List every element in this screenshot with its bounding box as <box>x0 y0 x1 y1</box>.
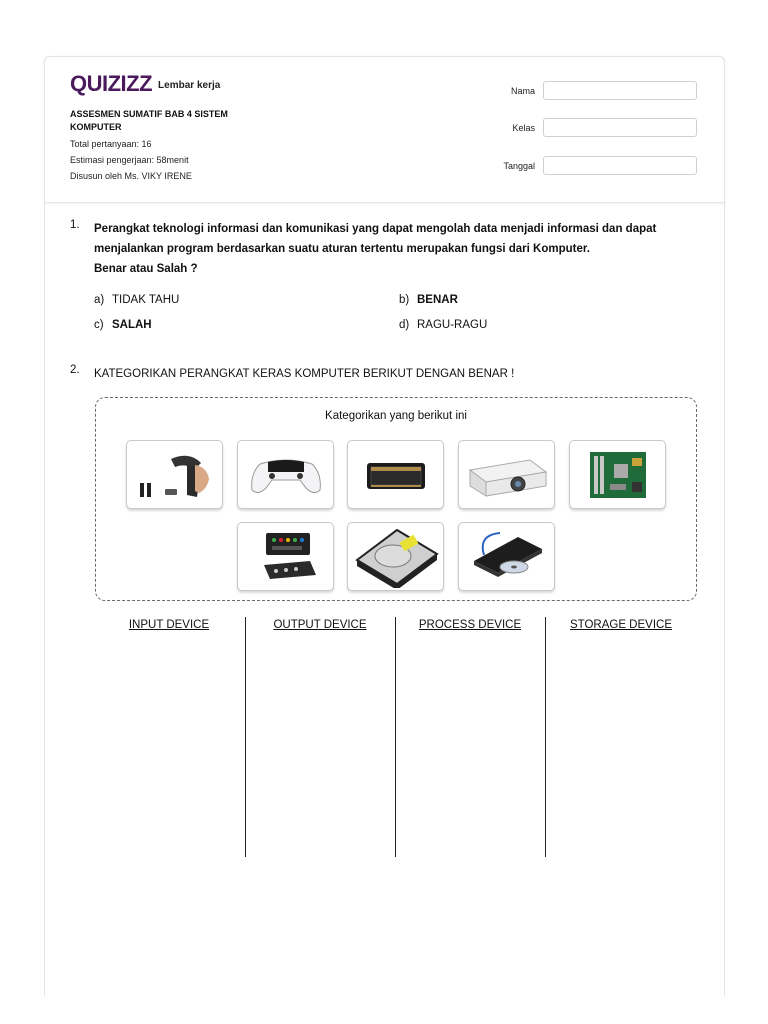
option-letter: b) <box>399 294 410 306</box>
option-a[interactable] <box>94 294 179 306</box>
quizizz-logo <box>70 72 220 96</box>
item-audio-mixer[interactable] <box>237 522 334 591</box>
category-input-device[interactable]: INPUT DEVICE <box>128 619 210 631</box>
item-barcode-scanner[interactable] <box>126 440 223 509</box>
logo-wordmark: QUIZIZZ <box>70 71 153 96</box>
category-storage-device[interactable]: STORAGE DEVICE <box>569 619 673 631</box>
barcode-scanner-icon <box>135 445 215 505</box>
time-estimate: Estimasi pengerjaan: 58menit <box>70 155 189 165</box>
class-label: Kelas <box>512 122 535 133</box>
option-text: SALAH <box>112 319 152 331</box>
author: Disusun oleh Ms. VIKY IRENE <box>70 171 192 181</box>
audio-mixer-icon <box>246 527 326 587</box>
question-line: Perangkat teknologi informasi dan komunikasi yang dapat mengolah data menjadi informasi dan dapat <box>94 223 657 235</box>
question-number: 2. <box>70 364 80 376</box>
item-projector[interactable] <box>458 440 555 509</box>
name-label: Nama <box>510 85 535 96</box>
item-hard-disk[interactable] <box>347 522 444 591</box>
question-text <box>94 219 684 279</box>
name-input[interactable] <box>543 81 697 100</box>
option-text: TIDAK TAHU <box>112 294 180 306</box>
worksheet-meta <box>70 108 260 184</box>
item-speaker[interactable] <box>347 440 444 509</box>
question-line: menjalankan program berdasarkan suatu aturan tertentu merupakan fungsi dari Komputer. <box>94 243 590 255</box>
option-letter: d) <box>399 319 410 331</box>
category-process-device[interactable]: PROCESS DEVICE <box>418 619 522 631</box>
hard-disk-icon <box>351 526 441 588</box>
class-input[interactable] <box>543 118 697 137</box>
item-game-controller[interactable] <box>237 440 334 509</box>
question-text: KATEGORIKAN PERANGKAT KERAS KOMPUTER BERIKUT DENGAN BENAR ! <box>94 368 515 380</box>
category-output-device[interactable]: OUTPUT DEVICE <box>273 619 367 631</box>
logo-subtitle: Lembar kerja <box>158 80 221 91</box>
option-letter: c) <box>94 319 104 331</box>
dvd-drive-icon <box>464 527 550 587</box>
option-c[interactable] <box>94 319 152 331</box>
question-line: Benar atau Salah ? <box>94 263 198 275</box>
total-questions: Total pertanyaan: 16 <box>70 139 152 149</box>
item-motherboard[interactable] <box>569 440 666 509</box>
question-number: 1. <box>70 219 80 231</box>
option-text: RAGU-RAGU <box>417 319 488 331</box>
item-external-dvd-drive[interactable] <box>458 522 555 591</box>
column-divider <box>395 617 396 857</box>
date-field <box>475 156 697 175</box>
date-label: Tanggal <box>503 160 535 171</box>
class-field <box>475 118 697 137</box>
column-divider <box>545 617 546 857</box>
motherboard-icon <box>586 448 650 502</box>
option-text: BENAR <box>417 294 458 306</box>
column-divider <box>245 617 246 857</box>
option-b[interactable] <box>399 294 458 306</box>
worksheet-title: ASSESMEN SUMATIF BAB 4 SISTEM KOMPUTER <box>70 109 228 132</box>
option-d[interactable] <box>399 319 487 331</box>
game-controller-icon <box>246 450 326 500</box>
projector-icon <box>464 450 550 500</box>
option-letter: a) <box>94 294 105 306</box>
drag-title: Kategorikan yang berikut ini <box>325 410 467 422</box>
name-field <box>475 81 697 100</box>
speaker-icon <box>361 455 431 495</box>
date-input[interactable] <box>543 156 697 175</box>
